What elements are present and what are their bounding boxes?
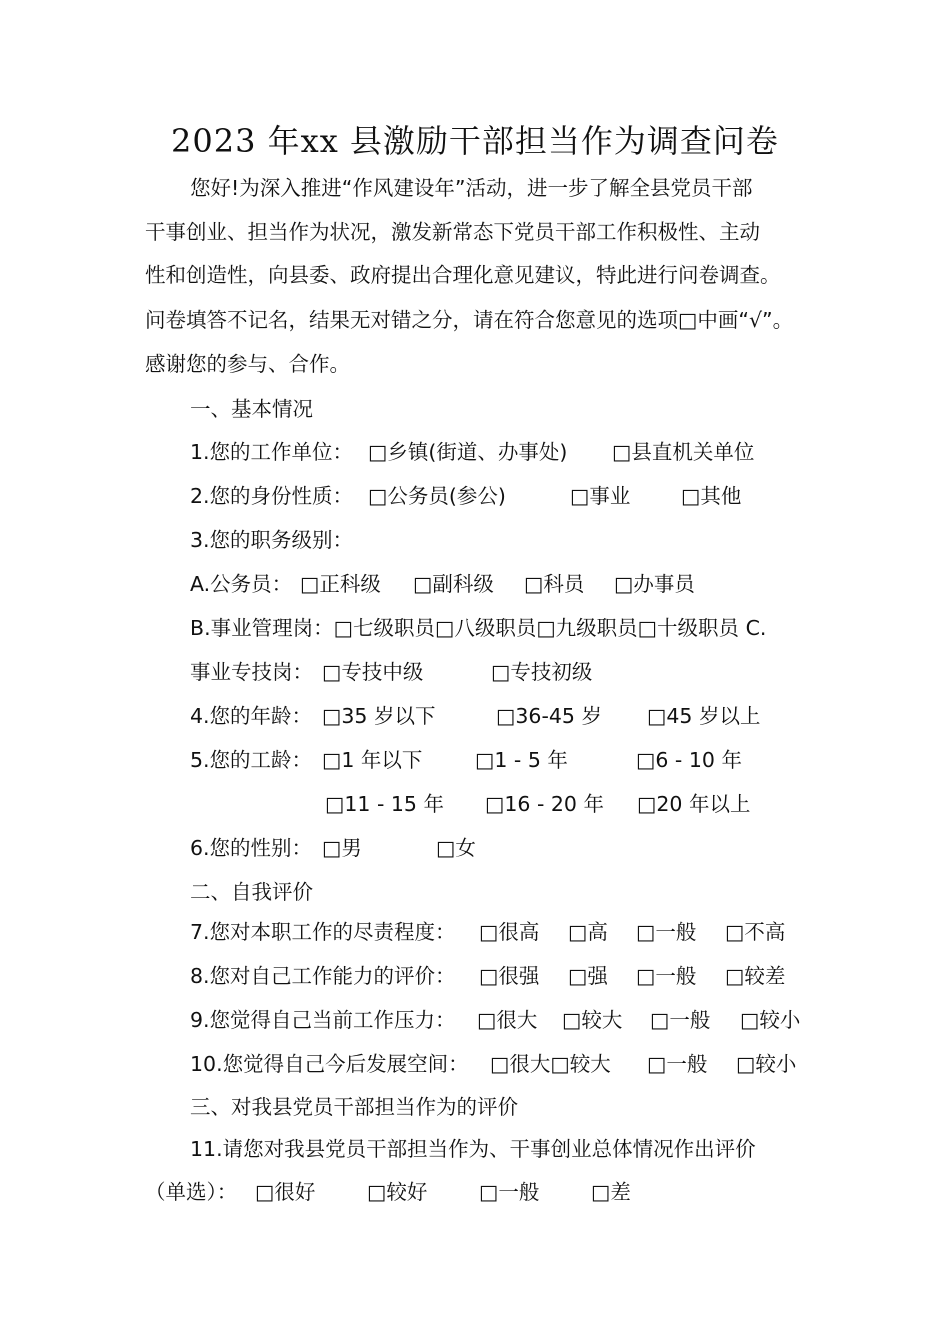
q8-option-poor[interactable]: □较差 — [725, 964, 786, 988]
question-8-label: 8.您对自己工作能力的评价： — [190, 964, 456, 988]
q1-option-township[interactable]: □乡镇(街道、办事处) — [368, 440, 568, 464]
q5-option-under-1[interactable]: □1 年以下 — [322, 748, 423, 772]
q2-option-civil-servant[interactable]: □公务员(参公) — [368, 484, 506, 508]
q10-option-small[interactable]: □较小 — [736, 1052, 797, 1076]
question-6 — [190, 834, 830, 862]
intro-line-3: 性和创造性，向县委、政府提出合理化意见建议，特此进行问卷调查。 — [145, 263, 781, 287]
q5-option-1-5[interactable]: □1 - 5 年 — [475, 748, 568, 772]
q11-option-poor[interactable]: □差 — [591, 1180, 631, 1204]
q9-option-small[interactable]: □较小 — [740, 1008, 801, 1032]
question-2-label: 2.您的身份性质： — [190, 484, 354, 508]
question-11-text: 11.请您对我县党员干部担当作为、干事创业总体情况作出评价 — [190, 1137, 756, 1161]
question-10-label: 10.您觉得自己今后发展空间： — [190, 1052, 469, 1076]
question-3a-label: A.公务员： — [190, 572, 293, 596]
q7-option-not-high[interactable]: □不高 — [725, 920, 786, 944]
q3a-option-staff[interactable]: □办事员 — [614, 572, 695, 596]
question-11-single-choice-label: （单选）： — [145, 1180, 238, 1204]
q7-option-high[interactable]: □高 — [568, 920, 608, 944]
question-3-label: 3.您的职务级别： — [190, 528, 354, 552]
q11-option-average[interactable]: □一般 — [479, 1180, 540, 1204]
q5-option-6-10[interactable]: □6 - 10 年 — [636, 748, 742, 772]
q1-option-county-agency[interactable]: □县直机关单位 — [612, 440, 755, 464]
intro-line-4: 问卷填答不记名，结果无对错之分，请在符合您意见的选项□中画“√”。 — [145, 308, 794, 332]
intro-line-5: 感谢您的参与、合作。 — [145, 352, 350, 376]
question-1 — [190, 438, 830, 466]
intro-line-1: 您好!为深入推进“作风建设年”活动，进一步了解全县党员干部 — [190, 176, 753, 200]
q7-option-very-high[interactable]: □很高 — [479, 920, 540, 944]
q9-option-very-large[interactable]: □很大 — [477, 1008, 538, 1032]
section-self-eval-heading: 二、自我评价 — [190, 880, 313, 904]
q4-option-36-45[interactable]: □36-45 岁 — [496, 704, 602, 728]
question-5 — [190, 746, 830, 774]
q10-option-very-large-large[interactable]: □很大□较大 — [490, 1052, 611, 1076]
question-8 — [190, 962, 830, 990]
question-5-label: 5.您的工龄： — [190, 748, 313, 772]
question-6-label: 6.您的性别： — [190, 836, 313, 860]
q11-option-very-good[interactable]: □很好 — [255, 1180, 316, 1204]
q3a-option-clerk[interactable]: □科员 — [524, 572, 585, 596]
q7-option-average[interactable]: □一般 — [636, 920, 697, 944]
q3c-option-junior[interactable]: □专技初级 — [491, 660, 593, 684]
q3a-option-deputy-section-chief[interactable]: □副科级 — [413, 572, 494, 596]
q3a-option-section-chief[interactable]: □正科级 — [300, 572, 381, 596]
question-5-continued — [325, 790, 785, 818]
section-county-eval-heading: 三、对我县党员干部担当作为的评价 — [190, 1095, 518, 1119]
q8-option-strong[interactable]: □强 — [568, 964, 608, 988]
question-3b[interactable]: B.事业管理岗：□七级职员□八级职员□九级职员□十级职员 C. — [190, 616, 767, 640]
q6-option-male[interactable]: □男 — [322, 836, 362, 860]
question-7 — [190, 918, 830, 946]
question-9 — [190, 1006, 830, 1034]
q5-option-11-15[interactable]: □11 - 15 年 — [325, 792, 444, 816]
question-4-label: 4.您的年龄： — [190, 704, 313, 728]
question-3c — [190, 658, 830, 686]
q4-option-over-45[interactable]: □45 岁以上 — [647, 704, 761, 728]
question-3a — [190, 570, 830, 598]
question-10 — [190, 1050, 830, 1078]
q5-option-16-20[interactable]: □16 - 20 年 — [485, 792, 604, 816]
question-11-options — [145, 1178, 785, 1206]
question-7-label: 7.您对本职工作的尽责程度： — [190, 920, 456, 944]
q2-option-public-institution[interactable]: □事业 — [570, 484, 631, 508]
question-2 — [190, 482, 830, 510]
q10-option-average[interactable]: □一般 — [647, 1052, 708, 1076]
q6-option-female[interactable]: □女 — [436, 836, 476, 860]
q9-option-large[interactable]: □较大 — [562, 1008, 623, 1032]
q5-option-over-20[interactable]: □20 年以上 — [637, 792, 751, 816]
q8-option-very-strong[interactable]: □很强 — [479, 964, 540, 988]
intro-line-2: 干事创业、担当作为状况，激发新常态下党员干部工作积极性、主动 — [145, 220, 760, 244]
question-3c-label: 事业专技岗： — [190, 660, 313, 684]
question-4 — [190, 702, 830, 730]
q4-option-under-35[interactable]: □35 岁以下 — [322, 704, 436, 728]
q11-option-good[interactable]: □较好 — [367, 1180, 428, 1204]
question-9-label: 9.您觉得自己当前工作压力： — [190, 1008, 456, 1032]
page-title: 2023 年xx 县激励干部担当作为调查问卷 — [171, 122, 779, 160]
question-1-label: 1.您的工作单位： — [190, 440, 354, 464]
q2-option-other[interactable]: □其他 — [681, 484, 742, 508]
q3c-option-intermediate[interactable]: □专技中级 — [322, 660, 424, 684]
q9-option-average[interactable]: □一般 — [650, 1008, 711, 1032]
q8-option-average[interactable]: □一般 — [636, 964, 697, 988]
section-basic-heading: 一、基本情况 — [190, 397, 313, 421]
